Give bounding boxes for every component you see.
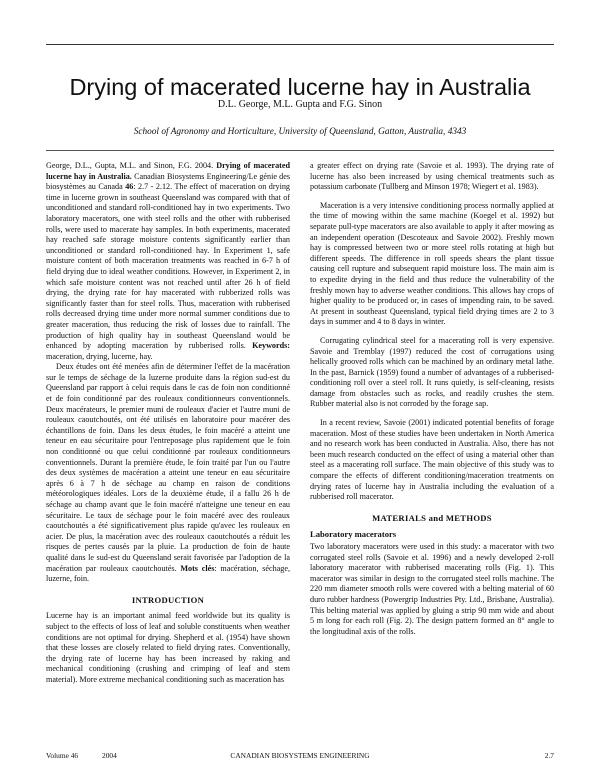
introduction-paragraph-3: Corrugating cylindrical steel for a macerating roll is very expensive. Savoie and Tremblay (1997) reduced the cost of corrugations using helically grooved rolls which can be machined by an ordinary metal lathe. In the past, Barnick (1959) found a number of advantages of a rubberised-conditioning roll over a steel roll. It runs quietly, is self-cleaning, resists damage from obstacles such as rocks, and readily crushes the stem. Rubber material also is not corroded by the forage sap. xyxy=(310,335,554,409)
abstract xyxy=(46,161,290,362)
footer-journal: CANADIAN BIOSYSTEMS ENGINEERING xyxy=(230,751,370,760)
left-column xyxy=(46,161,290,686)
abstract-keywords: maceration, drying, lucerne, hay. xyxy=(46,351,153,361)
footer-year: 2004 xyxy=(102,751,117,760)
introduction-paragraph-4: In a recent review, Savoie (2001) indicated potential benefits of forage maceration. Most of these studies have been undertaken in North America and no research work has been conducted in Australia. Also, there has not been much research conducted on the effect of using a material other than steel as a macerating roll surface. The main objective of this study was to compare the effects of different conditioning/maceration treatments on drying rates of lucerne hay in Australia including the evaluation of a rubberised roll macerator. xyxy=(310,418,554,502)
paper-title: Drying of macerated lucerne hay in Australia xyxy=(69,73,531,100)
abstract-citation-title: Drying of macerated lucerne hay in Australia. xyxy=(46,161,291,181)
introduction-paragraph-1-continued: a greater effect on drying rate (Savoie et al. 1993). The drying rate of lucerne has also been increased by using chemical treatments such as potassium carbonate (Tullberg and Minson 1978; Wiegert et al. 1983). xyxy=(310,161,554,192)
methods-paragraph-1: Two laboratory macerators were used in this study: a macerator with two corrugated steel rolls (Savoie et al. 1996) and a newly developed 2-roll laboratory macerator with rubberised macerating rolls (Fig. 1). This macerator was similar in design to the corrugated steel rolls machine. The 220 mm diameter smooth rolls were covered with a belting material of 60 duro rubber hardness (Powergrip Industries Pty. Ltd., Brisbane, Australia). This belting material was applied by gluing a strip 90 mm wide and about 5 m long for each roll (Fig. 2). The design pattern formed an 8° angle to the longitudinal axis of the rolls. xyxy=(310,542,554,636)
resume-keywords-label: Mots clés xyxy=(180,563,215,573)
resume-body: Deux études ont été menées afin de déterminer l'effet de la macération sur le temps de séchage de la luzerne produite dans la région sud-est du Queensland par rapport à celui requis dans le cas de foin non conditionné et de foin conditionné par des rouleaux conditionneurs conventionnels. Deux macérateurs, le premier muni de rouleaux d'acier et l'autre muni de rouleaux caoutchoutés, ont été utilisés en laboratoire pour macérer des échantillons de foin. Dans les deux études, le foin macéré a atteint une teneur en eau sécuritaire pour l'entreposage plus rapidement que le foin non conditionné ou que celui conditionné par rouleaux conditionneurs conventionnels. Durant la première étude, le foin traité par l'un ou l'autre des deux systèmes de macération a atteint une teneur en eau sécuritaire après 6 à 7 h de séchage au champ en raison de conditions météorologiques idéales. Lors de la deuxième étude, il a fallu 26 h de séchage au champ avant que le foin macéré n'atteigne une teneur en eau sécuritaire. Le taux de séchage pour le foin macéré avec des rouleaux caoutchoutés a été significativement plus rapide qu'avec les rouleaux en acier. De plus, la macération avec des rouleaux caoutchoutés a réduit les risques de pertes causés par la pluie. La production de foin de haute qualité dans le sud-est du Queensland serait favorisée par l'adoption de la macération par rouleaux caoutchoutés. xyxy=(46,362,290,573)
abstract-citation-volume: 46 xyxy=(125,182,134,192)
abstract-citation-pages: : 2.7 - 2.12. xyxy=(133,182,173,192)
methods-heading: MATERIALS and METHODS xyxy=(372,512,492,523)
abstract-citation: George, D.L., Gupta, M.L. and Sinon, F.G. 2004. xyxy=(46,161,214,170)
abstract-keywords-label: Keywords: xyxy=(252,341,290,351)
top-rule xyxy=(46,44,554,45)
affiliation: School of Agronomy and Horticulture, University of Queensland, Gatton, Australia, 4343 xyxy=(133,127,467,137)
footer-volume: Volume 46 xyxy=(46,751,79,760)
methods-subheading: Laboratory macerators xyxy=(310,529,397,540)
footer-page-number: 2.7 xyxy=(544,751,554,760)
resume xyxy=(46,362,290,584)
abstract-citation-journal: Canadian Biosystems Engineering/Le génie des biosystèmes au Canada xyxy=(46,171,290,192)
abstract-body: The effect of maceration on drying time in lucerne grown in southeast Queensland was compared with that of unconditioned and standard roll-conditioned hay in two experiments. Two laboratory macerators, one with steel rolls and the other with rubberised rolls, were used to macerate hay samples. In both experiments, macerated hay reached safe storage moisture contents significantly earlier than unconditioned or standard roll-conditioned hay. In Experiment 1, safe moisture content of both maceration treatments was reached in 6-7 h of field drying due to ideal weather conditions. However, in Experiment 2, in which safe moisture content was not reached until after 26 h of field drying, the drying rate for hay macerated with rubberized rolls was significantly faster than for steel rolls. Thus, maceration with rubberised rolls decreased drying time under more normal summer conditions due to greater maceration, thus reducing the risk of losses due to rainfall. The production of high quality hay in southeast Queensland would be enhanced by adopting maceration by rubberised rolls. xyxy=(46,182,290,351)
right-column xyxy=(310,161,554,637)
authors: D.L. George, M.L. Gupta and F.G. Sinon xyxy=(217,99,383,110)
introduction-paragraph-2: Maceration is a very intensive conditioning process normally applied at the time of mowing within the same machine (Koegel et al. 1992) but separate pull-type macerators are also available to apply it after mowing as an independent operation (Descoteaux and Savoie 2002). Freshly mown hay is compressed between two or more steel rolls rotating at high but different speeds. The difference in roll speeds shears the plant tissue causing cell rupture and subsequent rapid moisture loss. The main aim is to expedite drying in the field and thus reduce the vulnerability of the freshly mown hay to adverse weather conditions. This allows hay crops of higher quality to be produced or, in cases of impending rain, to be saved. At present in southeast Queensland, typical field drying times are 2 to 3 days in summer and 4 to 8 days in winter. xyxy=(310,200,554,327)
introduction-heading: INTRODUCTION xyxy=(131,594,205,605)
affiliation-rule xyxy=(46,150,554,151)
introduction-paragraph-1: Lucerne hay is an important animal feed worldwide but its quality is subject to the effects of loss of leaf and soluble constituents when weather conditions are not optimal for drying. Shepherd et al. (1954) have shown that these losses are closely related to field drying rates. Conventionally, the drying rate of lucerne hay has been increased by raking and mechanical conditioning (crushing and crimping of leaf and stem material). More extreme mechanical conditioning such as maceration has xyxy=(46,611,290,684)
resume-keywords: : macération, séchage, luzerne, foin. xyxy=(46,563,291,584)
